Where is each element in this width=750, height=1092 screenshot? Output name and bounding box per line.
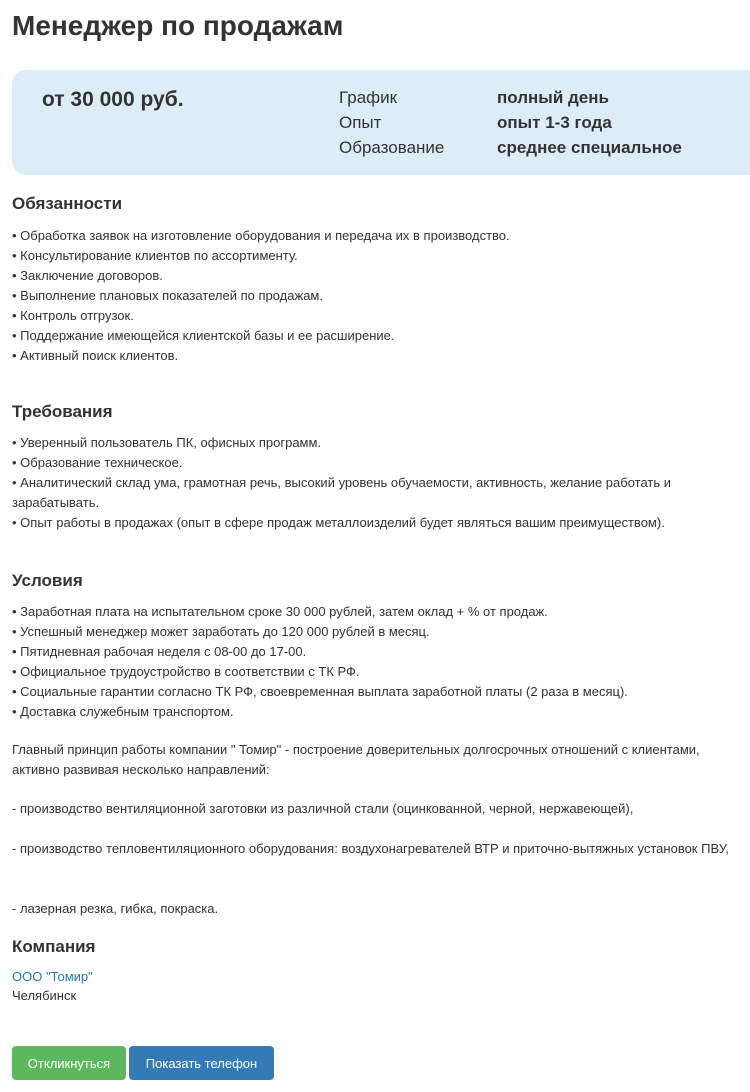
conditions-list xyxy=(12,602,742,722)
company-heading: Компания xyxy=(12,937,96,956)
list-item: • Консультирование клиентов по ассортименту. xyxy=(12,248,298,263)
list-item: • Заработная плата на испытательном сроке 30 000 рублей, затем оклад + % от продаж. xyxy=(12,604,548,619)
respond-button[interactable]: Откликнуться xyxy=(12,1046,126,1080)
info-label: Опыт xyxy=(339,112,382,132)
list-item: • Уверенный пользователь ПК, офисных программ. xyxy=(12,435,322,450)
salary: от 30 000 руб. xyxy=(42,88,184,111)
list-item: • Заключение договоров. xyxy=(12,268,163,283)
vacancy-summary xyxy=(12,70,750,175)
show-phone-button[interactable]: Показать телефон xyxy=(129,1046,274,1080)
direction-item: - производство тепловентиляционного оборудования: воздухонагревателей ВТР и приточно-вытяжных установок ПВУ, xyxy=(12,841,729,856)
page-title: Менеджер по продажам xyxy=(12,10,344,41)
list-item: • Официальное трудоустройство в соответствии с ТК РФ. xyxy=(12,664,360,679)
list-item: • Контроль отгрузок. xyxy=(12,308,134,323)
info-label: График xyxy=(339,87,398,107)
list-item: • Доставка служебным транспортом. xyxy=(12,704,234,719)
direction-item: - производство вентиляционной заготовки из различной стали (оцинкованной, черной, нержавеющей), xyxy=(12,801,634,816)
company-name-link[interactable]: ООО "Томир" xyxy=(12,969,93,984)
list-item: • Поддержание имеющейся клиентской базы и ее расширение. xyxy=(12,328,395,343)
info-value: опыт 1-3 года xyxy=(497,112,612,132)
info-value: среднее специальное xyxy=(497,137,682,157)
direction-item: - лазерная резка, гибка, покраска. xyxy=(12,901,219,916)
company-principle: Главный принцип работы компании " Томир" - построение доверительных долгосрочных отношений с клиентами, активно развивая несколько направлений: xyxy=(12,742,700,777)
info-label: Образование xyxy=(339,137,445,157)
list-item: • Выполнение плановых показателей по продажам. xyxy=(12,288,323,303)
list-item: • Образование техническое. xyxy=(12,455,183,470)
list-item: • Аналитический склад ума, грамотная речь, высокий уровень обучаемости, активность, желание работать и зарабатывать. xyxy=(12,475,672,510)
list-item: • Обработка заявок на изготовление оборудования и передача их в производство. xyxy=(12,228,510,243)
requirements-list xyxy=(12,433,742,533)
list-item: • Активный поиск клиентов. xyxy=(12,348,179,363)
duties-heading: Обязанности xyxy=(12,194,123,213)
info-row-education xyxy=(339,135,682,160)
list-item: • Пятидневная рабочая неделя с 08-00 до 17-00. xyxy=(12,644,307,659)
info-row-schedule xyxy=(339,85,682,110)
list-item: • Социальные гарантии согласно ТК РФ, своевременная выплата заработной платы (2 раза в месяц). xyxy=(12,684,628,699)
info-row-experience xyxy=(339,110,682,135)
company-city: Челябинск xyxy=(12,988,77,1003)
list-item: • Успешный менеджер может заработать до 120 000 рублей в месяц. xyxy=(12,624,430,639)
conditions-heading: Условия xyxy=(12,571,83,590)
list-item: • Опыт работы в продажах (опыт в сфере продаж металлоизделий будет являться вашим преимуществом). xyxy=(12,515,665,530)
vacancy-info-table xyxy=(339,85,682,160)
requirements-heading: Требования xyxy=(12,402,113,421)
info-value: полный день xyxy=(497,87,609,107)
duties-list xyxy=(12,226,742,366)
